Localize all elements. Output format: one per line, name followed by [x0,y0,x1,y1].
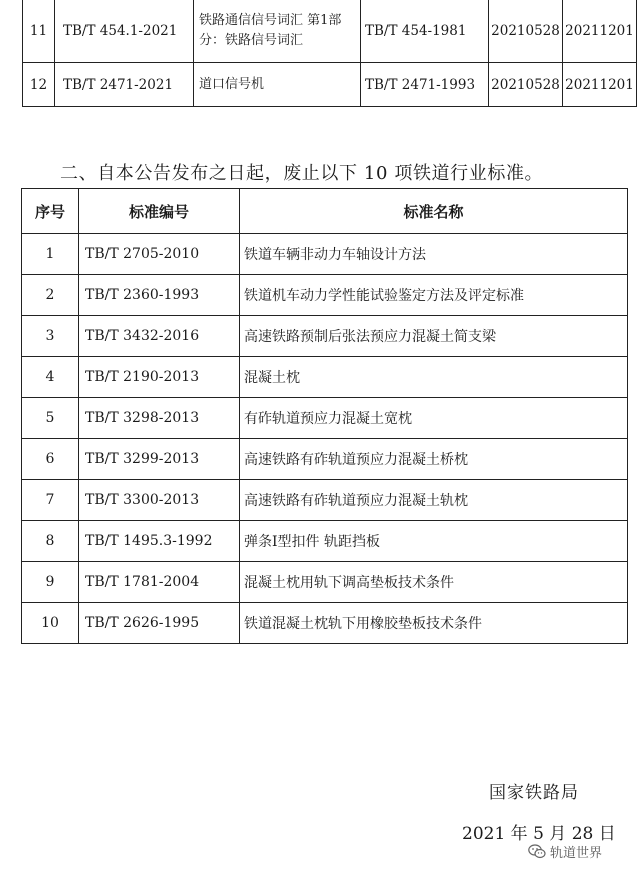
standard-code: TB/T 3300-2013 [79,480,240,521]
table-row [22,357,628,398]
effective-date-cell: 20211201 [563,63,637,107]
row-number: 11 [23,0,55,63]
standard-code: TB/T 2626-1995 [79,603,240,644]
header-no: 序号 [22,189,79,234]
row-number: 6 [22,439,79,480]
issue-date: 2021 年 5 月 28 日 [462,824,616,844]
standard-name: 弹条Ⅰ型扣件 轨距挡板 [240,521,628,562]
standard-name: 高速铁路预制后张法预应力混凝土简支梁 [240,316,628,357]
table-row [22,603,628,644]
table-row [22,521,628,562]
row-number: 10 [22,603,79,644]
standard-name: 混凝土枕 [240,357,628,398]
row-number: 2 [22,275,79,316]
standard-name: 铁道混凝土枕轨下用橡胶垫板技术条件 [240,603,628,644]
row-number: 8 [22,521,79,562]
prior-standards-table [22,0,637,107]
row-number: 3 [22,316,79,357]
standard-name: 铁路通信信号词汇 第1部分：铁路信号词汇 [194,0,361,63]
row-number: 1 [22,234,79,275]
standard-name: 铁道车辆非动力车轴设计方法 [240,234,628,275]
table-row [22,398,628,439]
table-row [22,234,628,275]
standard-code: TB/T 1781-2004 [79,562,240,603]
wechat-icon [528,844,546,859]
standard-name: 高速铁路有砟轨道预应力混凝土桥枕 [240,439,628,480]
watermark [528,842,602,861]
table-row [22,562,628,603]
issue-date-cell: 20210528 [489,63,563,107]
standard-code: TB/T 2705-2010 [79,234,240,275]
row-number: 5 [22,398,79,439]
abolished-standards-table [21,188,628,644]
effective-date-cell: 20211201 [563,0,637,63]
table-row [22,275,628,316]
watermark-text: 轨道世界 [550,846,603,861]
standard-code: TB/T 2190-2013 [79,357,240,398]
standard-code: TB/T 1495.3-1992 [79,521,240,562]
header-code: 标准编号 [79,189,240,234]
row-number: 9 [22,562,79,603]
row-number: 12 [23,63,55,107]
standard-code: TB/T 2471-2021 [55,63,194,107]
row-number: 4 [22,357,79,398]
table-row [22,480,628,521]
replaced-standard: TB/T 454-1981 [361,0,489,63]
standard-code: TB/T 3432-2016 [79,316,240,357]
standard-name: 混凝土枕用轨下调高垫板技术条件 [240,562,628,603]
section-heading: 二、自本公告发布之日起，废止以下 10 项铁道行业标准。 [60,163,544,184]
table-row [23,63,637,107]
standard-code: TB/T 3299-2013 [79,439,240,480]
header-name: 标准名称 [240,189,628,234]
issue-date-cell: 20210528 [489,0,563,63]
table-row [22,439,628,480]
standard-name: 道口信号机 [194,63,361,107]
issuer-signature: 国家铁路局 [489,783,579,803]
standard-code: TB/T 454.1-2021 [55,0,194,63]
standard-name: 有砟轨道预应力混凝土宽枕 [240,398,628,439]
table-header-row [22,189,628,234]
standard-code: TB/T 2360-1993 [79,275,240,316]
standard-name: 高速铁路有砟轨道预应力混凝土轨枕 [240,480,628,521]
replaced-standard: TB/T 2471-1993 [361,63,489,107]
table-row [23,0,637,63]
standard-name: 铁道机车动力学性能试验鉴定方法及评定标准 [240,275,628,316]
standard-code: TB/T 3298-2013 [79,398,240,439]
table-row [22,316,628,357]
row-number: 7 [22,480,79,521]
